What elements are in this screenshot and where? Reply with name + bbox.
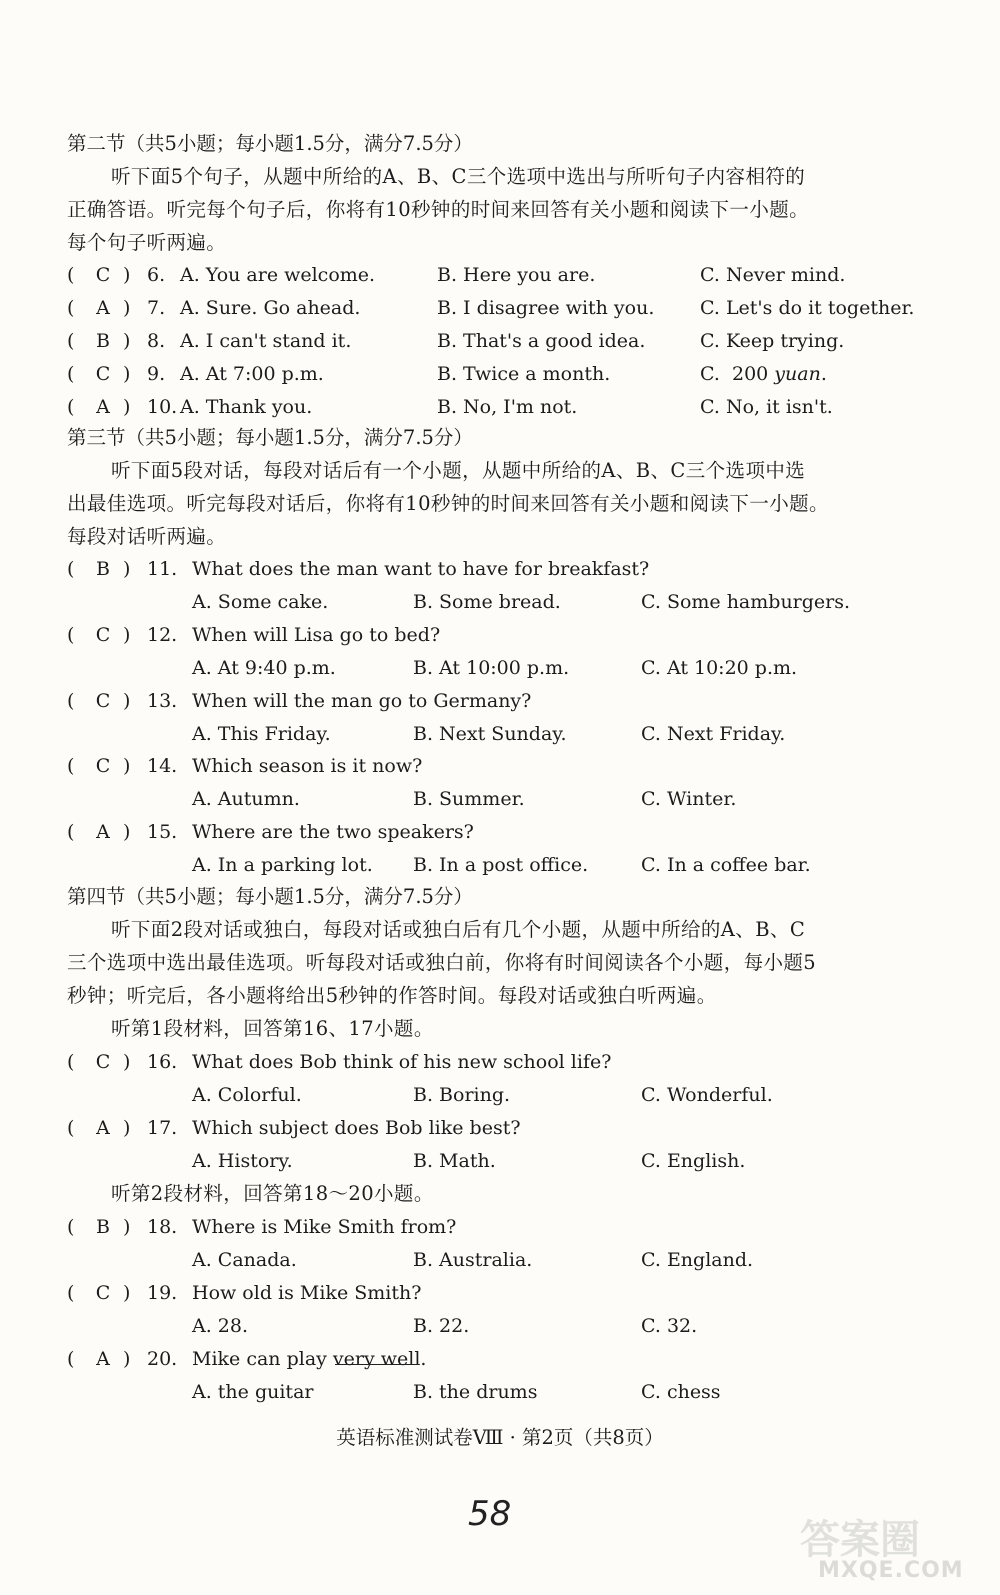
question-8: ( B ) 8. A. I can't stand it. B. That's a good idea. C. Keep trying. [67, 330, 845, 352]
option-a: A. Thank you. [180, 396, 313, 418]
option-b: B. 22. [413, 1315, 470, 1337]
option-c: C. 32. [641, 1315, 698, 1337]
option-c: C. Some hamburgers. [641, 591, 851, 613]
option-b: B. Next Sunday. [413, 723, 567, 745]
question-20: ( A ) 20. Mike can play very well. [67, 1348, 427, 1370]
answer: A [96, 297, 110, 319]
answer: B [96, 1216, 110, 1238]
question-number: 7. [147, 297, 166, 319]
answer: A [96, 821, 110, 843]
question-11-options [67, 589, 967, 615]
section-3-instructions-line-3: 每段对话听两遍。 [67, 525, 227, 548]
option-c: C. English. [641, 1150, 746, 1172]
answer: B [96, 558, 110, 580]
section-2-instructions-line-3: 每个句子听两遍。 [67, 231, 227, 254]
question-number: 15. [147, 821, 178, 843]
question-stem: How old is Mike Smith? [192, 1282, 422, 1304]
question-12-options [67, 655, 967, 681]
question-number: 13. [147, 690, 178, 712]
page-footer: 英语标准测试卷Ⅷ · 第2页（共8页） [336, 1426, 664, 1449]
question-13-options [67, 721, 967, 747]
question-15: ( A ) 15. Where are the two speakers? [67, 821, 474, 843]
option-a: A. At 9:40 p.m. [192, 657, 336, 679]
question-14-options [67, 786, 967, 812]
section-2-instructions-line-2: 正确答语。听完每个句子后，你将有10秒钟的时间来回答有关小题和阅读下一小题。 [67, 198, 810, 221]
watermark-url: MXQE.COM [818, 1558, 964, 1583]
question-number: 14. [147, 755, 178, 777]
question-number: 6. [147, 264, 166, 286]
option-b: B. In a post office. [413, 854, 589, 876]
question-20-options [67, 1379, 967, 1405]
option-b: B. Summer. [413, 788, 525, 810]
option-a: A. History. [192, 1150, 293, 1172]
option-a: A. Canada. [192, 1249, 297, 1271]
question-stem: Where is Mike Smith from? [192, 1216, 457, 1238]
question-17: ( A ) 17. Which subject does Bob like best? [67, 1117, 521, 1139]
question-16: ( C ) 16. What does Bob think of his new school life? [67, 1051, 612, 1073]
section-2-instructions-line-1: 听下面5个句子，从题中所给的A、B、C三个选项中选出与所听句子内容相符的 [111, 165, 806, 188]
option-b: B. Boring. [413, 1084, 511, 1106]
option-b: B. No, I'm not. [437, 396, 578, 418]
question-16-options [67, 1082, 967, 1108]
watermark [800, 1508, 990, 1588]
answer: C [95, 690, 111, 712]
answer: A [96, 396, 110, 418]
option-c: C. England. [641, 1249, 754, 1271]
material-2-instruction: 听第2段材料，回答第18～20小题。 [111, 1182, 434, 1205]
section-4-instructions-line-1: 听下面2段对话或独白，每段对话或独白后有几个小题，从题中所给的A、B、C [111, 918, 806, 941]
section-3-instructions-line-2: 出最佳选项。听完每段对话后，你将有10秒钟的时间来回答有关小题和阅读下一小题。 [67, 492, 829, 515]
question-18-options [67, 1247, 967, 1273]
question-stem: When will the man go to Germany? [192, 690, 532, 712]
question-19: ( C ) 19. How old is Mike Smith? [67, 1282, 422, 1304]
option-b: B. Twice a month. [437, 363, 611, 385]
question-stem: What does Bob think of his new school life? [192, 1051, 612, 1073]
question-number: 18. [147, 1216, 178, 1238]
option-c: C. Winter. [641, 788, 737, 810]
option-c: C. In a coffee bar. [641, 854, 811, 876]
answer: C [95, 624, 111, 646]
option-c: C. At 10:20 p.m. [641, 657, 798, 679]
section-3-title: 第三节（共5小题；每小题1.5分，满分7.5分） [67, 426, 473, 449]
option-a: A. the guitar [192, 1381, 314, 1403]
option-c-unit: yuan [774, 363, 821, 385]
question-10: ( A ) 10. A. Thank you. B. No, I'm not. C. No, it isn't. [67, 396, 833, 418]
section-4-instructions-line-3: 秒钟；听完后，各小题将给出5秒钟的作答时间。每段对话或独白听两遍。 [67, 984, 717, 1007]
question-19-options [67, 1313, 967, 1339]
question-number: 12. [147, 624, 178, 646]
option-b: B. Math. [413, 1150, 496, 1172]
option-a: A. In a parking lot. [192, 854, 373, 876]
option-c: C. Next Friday. [641, 723, 786, 745]
question-15-options [67, 852, 967, 878]
option-a: A. Autumn. [192, 788, 300, 810]
handwritten-page-number: 58 [468, 1494, 512, 1534]
question-18: ( B ) 18. Where is Mike Smith from? [67, 1216, 457, 1238]
question-17-options [67, 1148, 967, 1174]
option-c: C. Keep trying. [700, 330, 845, 352]
answer: C [95, 264, 111, 286]
option-c: C. Wonderful. [641, 1084, 773, 1106]
answer: C [95, 1282, 111, 1304]
question-number: 17. [147, 1117, 178, 1139]
question-11: ( B ) 11. What does the man want to have for breakfast? [67, 558, 650, 580]
question-12: ( C ) 12. When will Lisa go to bed? [67, 624, 441, 646]
question-number: 8. [147, 330, 166, 352]
section-3-instructions-line-1: 听下面5段对话，每段对话后有一个小题，从题中所给的A、B、C三个选项中选 [111, 459, 806, 482]
section-2-title: 第二节（共5小题；每小题1.5分，满分7.5分） [67, 132, 473, 155]
question-9: ( C ) 9. A. At 7:00 p.m. B. Twice a month. C. 200 yuan. [67, 363, 827, 385]
answer: C [95, 755, 111, 777]
question-number: 20. [147, 1348, 178, 1370]
stem-end: very well. [332, 1348, 427, 1370]
option-a: A. I can't stand it. [180, 330, 352, 352]
answer: C [95, 363, 111, 385]
option-c: C. Never mind. [700, 264, 846, 286]
option-a: A. Some cake. [192, 591, 329, 613]
option-c-period: . [820, 363, 827, 385]
option-b: B. Australia. [413, 1249, 533, 1271]
option-c-label: C. 200 [700, 363, 775, 385]
option-a: A. At 7:00 p.m. [180, 363, 324, 385]
option-b: B. the drums [413, 1381, 538, 1403]
option-c [700, 361, 827, 387]
option-c: C. chess [641, 1381, 721, 1403]
answer-blank [335, 1346, 419, 1365]
option-a: A. This Friday. [192, 723, 331, 745]
question-number: 19. [147, 1282, 178, 1304]
question-6: ( C ) 6. A. You are welcome. B. Here you are. C. Never mind. [67, 264, 846, 286]
material-1-instruction: 听第1段材料，回答第16、17小题。 [111, 1017, 434, 1040]
section-4-instructions-line-2: 三个选项中选出最佳选项。听每段对话或独白前，你将有时间阅读各个小题，每小题5 [67, 951, 817, 974]
question-stem [192, 1346, 426, 1372]
option-b: B. Here you are. [437, 264, 596, 286]
option-b: B. At 10:00 p.m. [413, 657, 570, 679]
question-stem: What does the man want to have for breakfast? [192, 558, 650, 580]
option-a: A. Colorful. [192, 1084, 302, 1106]
answer: A [96, 1117, 110, 1139]
option-a: A. You are welcome. [180, 264, 376, 286]
answer: C [95, 1051, 111, 1073]
question-stem: Which season is it now? [192, 755, 423, 777]
section-4-title: 第四节（共5小题；每小题1.5分，满分7.5分） [67, 885, 473, 908]
option-b: B. Some bread. [413, 591, 561, 613]
question-7: ( A ) 7. A. Sure. Go ahead. B. I disagree with you. C. Let's do it together. [67, 297, 915, 319]
option-c: C. No, it isn't. [700, 396, 833, 418]
watermark-logo: 答案圈 [800, 1517, 920, 1563]
question-number: 11. [147, 558, 178, 580]
option-b: B. I disagree with you. [437, 297, 655, 319]
question-stem: When will Lisa go to bed? [192, 624, 441, 646]
stem-start: Mike can play [192, 1348, 333, 1370]
option-c: C. Let's do it together. [700, 297, 915, 319]
question-number: 9. [147, 363, 166, 385]
option-a: A. Sure. Go ahead. [180, 297, 361, 319]
question-number: 10. [147, 396, 178, 418]
question-14: ( C ) 14. Which season is it now? [67, 755, 423, 777]
answer: A [96, 1348, 110, 1370]
question-number: 16. [147, 1051, 178, 1073]
question-13: ( C ) 13. When will the man go to Germany? [67, 690, 532, 712]
question-stem: Which subject does Bob like best? [192, 1117, 521, 1139]
option-a: A. 28. [192, 1315, 249, 1337]
answer: B [96, 330, 110, 352]
option-b: B. That's a good idea. [437, 330, 646, 352]
question-stem: Where are the two speakers? [192, 821, 474, 843]
